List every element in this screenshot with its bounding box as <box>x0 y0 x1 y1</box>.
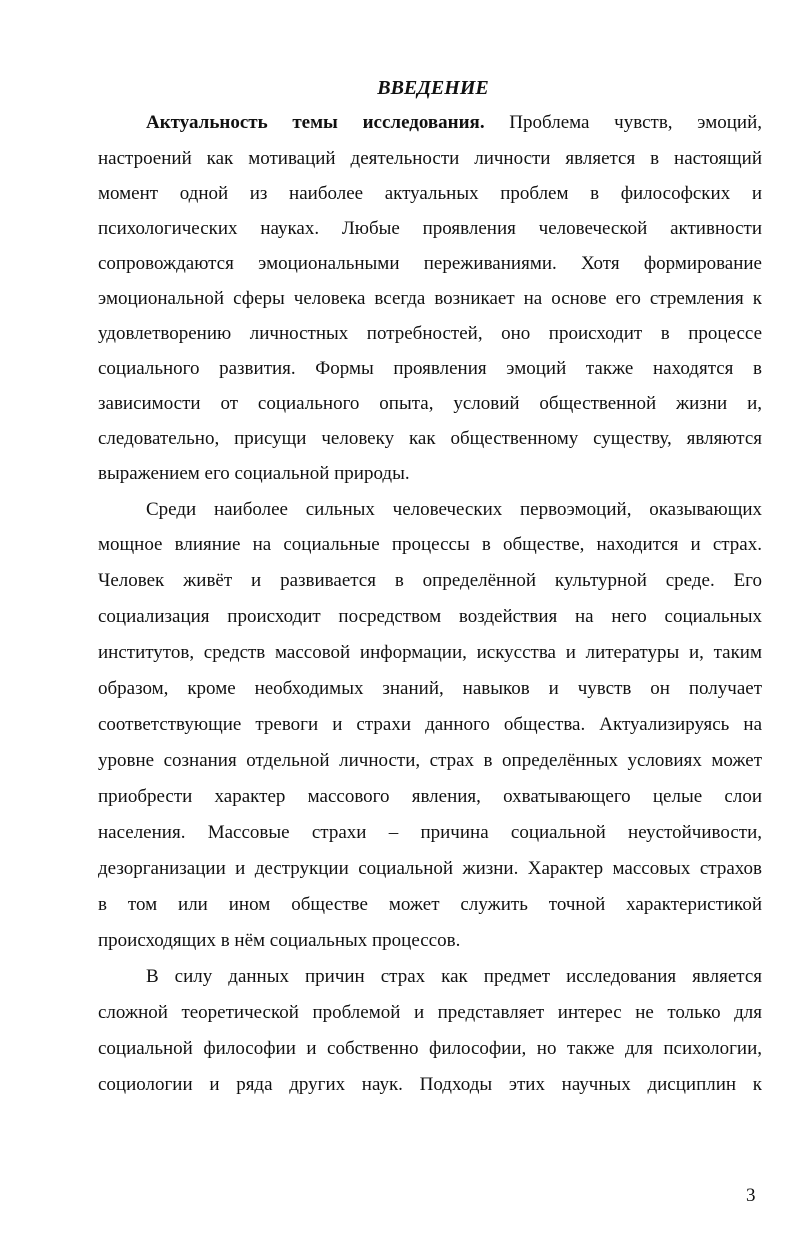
text-line: В силу данных причин страх как предмет исследования является <box>146 966 762 987</box>
page-title: ВВЕДЕНИЕ <box>377 77 489 99</box>
text-line: зависимости от социального опыта, условий общественной жизни и, <box>98 393 762 414</box>
text-line: Человек живёт и развивается в определённой культурной среде. Его <box>98 570 762 591</box>
text-line: образом, кроме необходимых знаний, навыков и чувств он получает <box>98 678 762 699</box>
text-line: психологических науках. Любые проявления человеческой активности <box>98 218 762 239</box>
text-line: удовлетворению личностных потребностей, оно происходит в процессе <box>98 323 762 344</box>
text-line: сопровождаются эмоциональными переживаниями. Хотя формирование <box>98 253 762 274</box>
text-line: приобрести характер массового явления, охватывающего целые слои <box>98 786 762 807</box>
text-line: уровне сознания отдельной личности, страх в определённых условиях может <box>98 750 762 771</box>
text-line: выражением его социальной природы. <box>98 463 410 484</box>
text-line: следовательно, присущи человеку как общественному существу, являются <box>98 428 762 449</box>
text-line: сложной теоретической проблемой и представляет интерес не только для <box>98 1002 762 1023</box>
paragraph-lead-rest: Проблема чувств, эмоций, <box>509 112 763 133</box>
text-line: Среди наиболее сильных человеческих первоэмоций, оказывающих <box>146 499 762 520</box>
text-line: настроений как мотиваций деятельности личности является в настоящий <box>98 148 762 169</box>
text-line: социализация происходит посредством воздействия на него социальных <box>98 606 762 627</box>
text-line: мощное влияние на социальные процессы в обществе, находится и страх. <box>98 534 762 555</box>
text-line: происходящих в нём социальных процессов. <box>98 930 461 951</box>
page-number: 3 <box>746 1185 756 1206</box>
paragraph-1-line-1 <box>146 110 762 136</box>
text-line: институтов, средств массовой информации, искусства и литературы и, таким <box>98 642 762 663</box>
text-line: социального развития. Формы проявления эмоций также находятся в <box>98 358 762 379</box>
text-line: социальной философии и собственно философии, но также для психологии, <box>98 1038 762 1059</box>
text-line: в том или ином обществе может служить точной характеристикой <box>98 894 762 915</box>
text-line: момент одной из наиболее актуальных проблем в философских и <box>98 183 762 204</box>
text-line: эмоциональной сферы человека всегда возникает на основе его стремления к <box>98 288 762 309</box>
text-line: социологии и ряда других наук. Подходы этих научных дисциплин к <box>98 1074 762 1095</box>
text-line: населения. Массовые страхи – причина социальной неустойчивости, <box>98 822 762 843</box>
paragraph-lead: Актуальность темы исследования. <box>146 112 485 133</box>
text-line: соответствующие тревоги и страхи данного общества. Актуализируясь на <box>98 714 762 735</box>
text-line: дезорганизации и деструкции социальной жизни. Характер массовых страхов <box>98 858 762 879</box>
